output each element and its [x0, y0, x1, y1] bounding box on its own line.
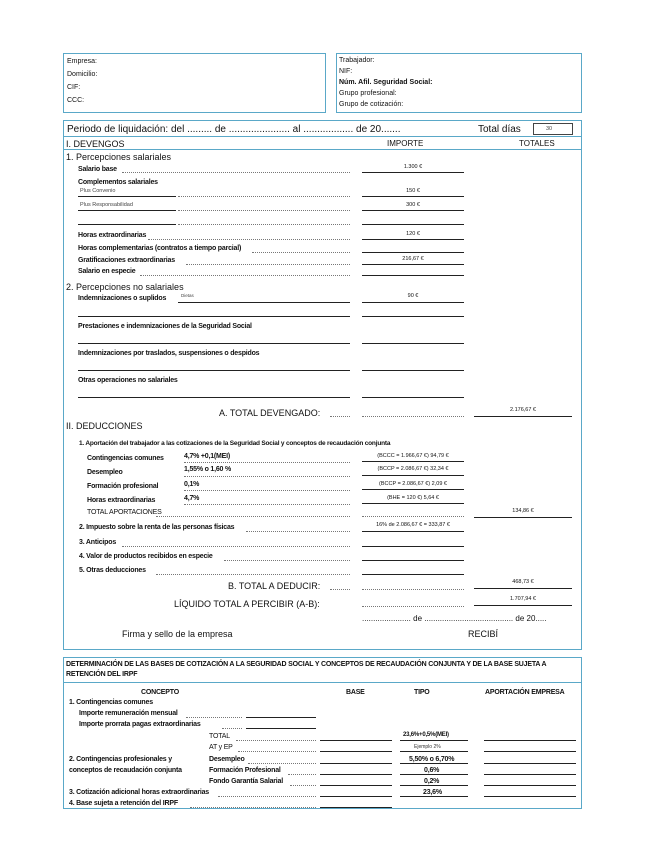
aportacion-empresa-header: APORTACIÓN EMPRESA	[485, 689, 565, 696]
total-dias-value: 30	[546, 126, 553, 132]
horas-extraordinarias-dots	[184, 504, 350, 505]
atep-tipo: Ejemplo 2%	[414, 744, 441, 750]
formacion-profesional-tipo: 0,1%	[184, 481, 200, 488]
desempleo-tipo: 1,55% o 1,60 %	[184, 466, 232, 473]
plus-convenio-value: 150 €	[406, 188, 420, 194]
traslados-amount-line	[362, 370, 464, 371]
blank-complemento-dots	[178, 224, 350, 225]
bases-formacion-tipo: 0,6%	[424, 767, 440, 774]
dietas-label: Dietas	[181, 293, 194, 298]
bases-desempleo-tipo: 5,50% o 6,70%	[409, 756, 455, 763]
plus-responsabilidad-value: 300 €	[406, 202, 420, 208]
contingencias-comunes-label: Contingencias comunes	[87, 455, 164, 462]
total-devengado-value: 2.176,67 €	[510, 407, 536, 413]
salario-especie-label: Salario en especie	[78, 268, 136, 275]
gratificaciones-label: Gratificaciones extraordinarias	[78, 257, 175, 264]
horas-extra-line	[362, 239, 464, 240]
contingencias-comunes-dots	[184, 462, 350, 463]
horas-extraordinarias-label: Horas extraordinarias	[87, 497, 156, 504]
conceptos-recaudacion-label: conceptos de recaudación conjunta	[69, 767, 182, 774]
dietas-line	[178, 302, 350, 303]
grupo-profesional-label: Grupo profesional:	[339, 90, 397, 97]
liquido-label: LÍQUIDO TOTAL A PERCIBIR (A-B):	[174, 599, 320, 609]
horas-complementarias-dots	[252, 252, 350, 253]
bases-formacion-label: Formación Profesional	[209, 767, 281, 774]
bases-title-divider	[63, 682, 582, 683]
bases-total-aportacion-line	[484, 740, 576, 741]
grupo-cotizacion-label: Grupo de cotización:	[339, 101, 404, 108]
plus-responsabilidad-line	[78, 210, 176, 211]
bases-fogasa-tipo: 0,2%	[424, 778, 440, 785]
bases-desempleo-aportacion-line	[484, 763, 576, 764]
base-irpf-label: 4. Base sujeta a retención del IRPF	[69, 800, 178, 807]
bases-horas-extra-base-line	[320, 796, 392, 797]
plus-convenio-line	[78, 196, 176, 197]
contingencias-comunes-line	[362, 461, 464, 462]
ccc-label: CCC:	[67, 97, 85, 104]
salario-especie-dots	[140, 275, 350, 276]
bases-desempleo-label: Desempleo	[209, 756, 245, 763]
salario-base-label: Salario base	[78, 166, 117, 173]
concepto-header: CONCEPTO	[141, 689, 179, 696]
anticipos-label: 3. Anticipos	[79, 539, 117, 546]
desempleo-label: Desempleo	[87, 469, 123, 476]
bases-formacion-tipo-line	[400, 774, 468, 775]
otras-operaciones-line	[78, 397, 350, 398]
bases-fogasa-tipo-line	[400, 785, 468, 786]
fecha-firma: ...................... de ........................................ de 20.....	[362, 614, 547, 623]
liquido-amount-dots	[362, 606, 464, 607]
salario-base-dots	[122, 172, 350, 173]
firma-empresa-label: Firma y sello de la empresa	[122, 629, 233, 639]
indemnizaciones-blank-amount-line	[362, 316, 464, 317]
atep-tipo-line	[400, 751, 468, 752]
total-devengado-dots	[330, 416, 350, 417]
contingencias-comunes-tipo: 4,7% +0,1(MEI)	[184, 453, 231, 460]
devengos-header-divider	[63, 149, 582, 150]
total-deducir-value: 468,73 €	[512, 579, 534, 585]
deducciones-title: II. DEDUCCIONES	[66, 421, 143, 431]
importe-prorrata-label: Importe prorrata pagas extraordinarias	[79, 721, 201, 728]
especie-dots	[224, 560, 350, 561]
horas-extra-dots	[148, 239, 350, 240]
traslados-line	[78, 370, 350, 371]
bases-horas-extra-dots	[218, 796, 316, 797]
formacion-profesional-calc: (BCCP = 2.086,67 €) 2,09 €	[379, 481, 447, 487]
base-irpf-line	[320, 807, 392, 808]
total-aportaciones-line	[474, 517, 572, 518]
otras-operaciones-label: Otras operaciones no salariales	[78, 377, 178, 384]
afiliacion-label: Núm. Afil. Seguridad Social:	[339, 79, 433, 86]
contingencias-comunes-calc: (BCCC = 1.966,67 €) 94,79 €	[377, 453, 449, 459]
recibi-label: RECIBÍ	[468, 629, 499, 639]
irpf-line	[362, 531, 464, 532]
salario-especie-line	[362, 275, 464, 276]
bases-total-label: TOTAL	[209, 733, 230, 740]
anticipos-dots	[122, 546, 350, 547]
plus-convenio-amount-line	[362, 196, 464, 197]
plus-responsabilidad-amount-line	[362, 210, 464, 211]
bases-formacion-base-line	[320, 774, 392, 775]
horas-complementarias-line	[362, 252, 464, 253]
importe-remuneracion-dots	[186, 717, 242, 718]
anticipos-line	[362, 546, 464, 547]
cif-label: CIF:	[67, 84, 81, 91]
atep-aportacion-line	[484, 751, 576, 752]
contingencias-profesionales-label: 2. Contingencias profesionales y	[69, 756, 172, 763]
bases-fogasa-base-line	[320, 785, 392, 786]
formacion-profesional-line	[362, 489, 464, 490]
liquido-line	[474, 605, 572, 606]
importe-prorrata-line	[246, 728, 316, 729]
periodo-divider	[63, 136, 582, 137]
total-devengado-amount-dots	[362, 416, 464, 417]
total-deducir-label: B. TOTAL A DEDUCIR:	[228, 581, 321, 591]
otras-deducciones-label: 5. Otras deducciones	[79, 567, 146, 574]
atep-base-line	[320, 751, 392, 752]
bases-desempleo-tipo-line	[400, 763, 468, 764]
blank-complemento-line	[78, 224, 176, 225]
bases-horas-extra-tipo: 23,6%	[423, 789, 442, 796]
desempleo-dots	[184, 476, 350, 477]
desempleo-calc: (BCCP = 2.086,67 €) 32,34 €	[377, 466, 449, 472]
atep-label: AT y EP	[209, 744, 233, 751]
bases-desempleo-dots	[248, 763, 316, 764]
bases-horas-extra-tipo-line	[400, 796, 468, 797]
dietas-value: 90 €	[407, 293, 419, 299]
base-irpf-dots	[190, 807, 316, 808]
horas-extraordinarias-calc: (BHE = 120 €) 5,64 €	[387, 495, 439, 501]
horas-extraordinarias-line	[362, 503, 464, 504]
indemnizaciones-label: Indemnizaciones o suplidos	[78, 295, 167, 302]
bases-fogasa-aportacion-line	[484, 785, 576, 786]
gratificaciones-value: 216,67 €	[402, 256, 424, 262]
bases-formacion-aportacion-line	[484, 774, 576, 775]
indemnizaciones-blank-line	[78, 316, 350, 317]
complementos-label: Complementos salariales	[78, 179, 158, 186]
total-devengado-label: A. TOTAL DEVENGADO:	[219, 408, 321, 418]
empresa-box	[63, 53, 326, 113]
especie-line	[362, 560, 464, 561]
importe-prorrata-dots	[222, 728, 242, 729]
importe-remuneracion-line	[246, 717, 316, 718]
total-dias-label: Total días	[478, 124, 521, 135]
aportacion-trabajador-label: 1. Aportación del trabajador a las cotizaciones de la Seguridad Social y conceptos de recaudación conjunta	[79, 440, 391, 447]
blank-complemento-amount-line	[362, 224, 464, 225]
tipo-header: TIPO	[414, 689, 430, 696]
empresa-label: Empresa:	[67, 58, 97, 65]
trabajador-label: Trabajador:	[339, 57, 375, 64]
plus-responsabilidad-dots	[178, 210, 350, 211]
total-aportaciones-amount-dots	[362, 516, 464, 517]
horas-extra-value: 120 €	[406, 231, 420, 237]
devengos-title: I. DEVENGOS	[66, 139, 125, 149]
bases-horas-extra-label: 3. Cotización adicional horas extraordinarias	[69, 789, 209, 796]
bases-total-tipo: 23,6%+0,5%(MEI)	[403, 732, 449, 738]
salario-base-value: 1.300 €	[403, 164, 423, 170]
horas-extra-label: Horas extraordinarias	[78, 232, 147, 239]
total-deducir-dots	[330, 589, 350, 590]
total-dias-field[interactable]	[533, 123, 573, 135]
bases-fogasa-label: Fondo Garantía Salarial	[209, 778, 283, 785]
desempleo-line	[362, 475, 464, 476]
dietas-amount-line	[362, 302, 464, 303]
prestaciones-label: Prestaciones e indemnizaciones de la Seguridad Social	[78, 323, 252, 330]
gratificaciones-dots	[186, 264, 350, 265]
irpf-value: 16% de 2.086,67 € = 333,87 €	[376, 522, 450, 528]
importe-header: IMPORTE	[387, 139, 424, 148]
total-deducir-amount-dots	[362, 589, 464, 590]
percepciones-no-salariales-title: 2. Percepciones no salariales	[66, 282, 184, 292]
prestaciones-line	[78, 343, 350, 344]
otras-deducciones-dots	[156, 574, 350, 575]
bases-fogasa-dots	[290, 785, 316, 786]
total-deducir-line	[474, 588, 572, 589]
prestaciones-amount-line	[362, 343, 464, 344]
importe-remuneracion-label: Importe remuneración mensual	[79, 710, 178, 717]
total-aportaciones-label: TOTAL APORTACIONES	[87, 509, 162, 516]
bases-desempleo-base-line	[320, 763, 392, 764]
salario-base-line	[362, 172, 464, 173]
bases-total-base-line	[320, 740, 392, 741]
total-devengado-line	[474, 416, 572, 417]
bases-total-tipo-line	[400, 740, 468, 741]
totales-header: TOTALES	[519, 139, 555, 148]
bases-horas-extra-aportacion-line	[484, 796, 576, 797]
otras-deducciones-line	[362, 574, 464, 575]
base-header: BASE	[346, 689, 365, 696]
irpf-label: 2. Impuesto sobre la renta de las personas físicas	[79, 524, 235, 531]
liquido-value: 1.707,94 €	[510, 596, 536, 602]
bases-contingencias-comunes: 1. Contingencias comunes	[69, 699, 153, 706]
percepciones-salariales-title: 1. Percepciones salariales	[66, 152, 172, 162]
plus-convenio-label: Plus Convenio	[80, 188, 116, 194]
formacion-profesional-label: Formación profesional	[87, 483, 159, 490]
bases-title: DETERMINACIÓN DE LAS BASES DE COTIZACIÓN A LA SEGURIDAD SOCIAL Y CONCEPTOS DE RECAUDACIÓN CONJUNTA Y DE LA BASE SUJETA A RETENCIÓN DEL IRPF	[66, 661, 547, 678]
periodo-liquidacion: Periodo de liquidación: del ......... de ...................... al .................. de 20.......	[67, 124, 401, 135]
bases-total-dots	[236, 740, 316, 741]
traslados-label: Indemnizaciones por traslados, suspensiones o despidos	[78, 350, 260, 357]
domicilio-label: Domicilio:	[67, 71, 98, 78]
plus-convenio-dots	[178, 196, 350, 197]
total-aportaciones-value: 134,86 €	[512, 508, 534, 514]
especie-label: 4. Valor de productos recibidos en especie	[79, 553, 213, 560]
otras-operaciones-amount-line	[362, 397, 464, 398]
formacion-profesional-dots	[184, 490, 350, 491]
plus-responsabilidad-label: Plus Responsabilidad	[80, 202, 133, 208]
irpf-dots	[246, 531, 350, 532]
gratificaciones-line	[362, 264, 464, 265]
nif-label: NIF:	[339, 68, 353, 75]
atep-dots	[238, 751, 316, 752]
horas-complementarias-label: Horas complementarias (contratos a tiempo parcial)	[78, 245, 242, 252]
bases-formacion-dots	[288, 774, 316, 775]
horas-extraordinarias-tipo: 4,7%	[184, 495, 200, 502]
total-aportaciones-dots	[156, 516, 350, 517]
